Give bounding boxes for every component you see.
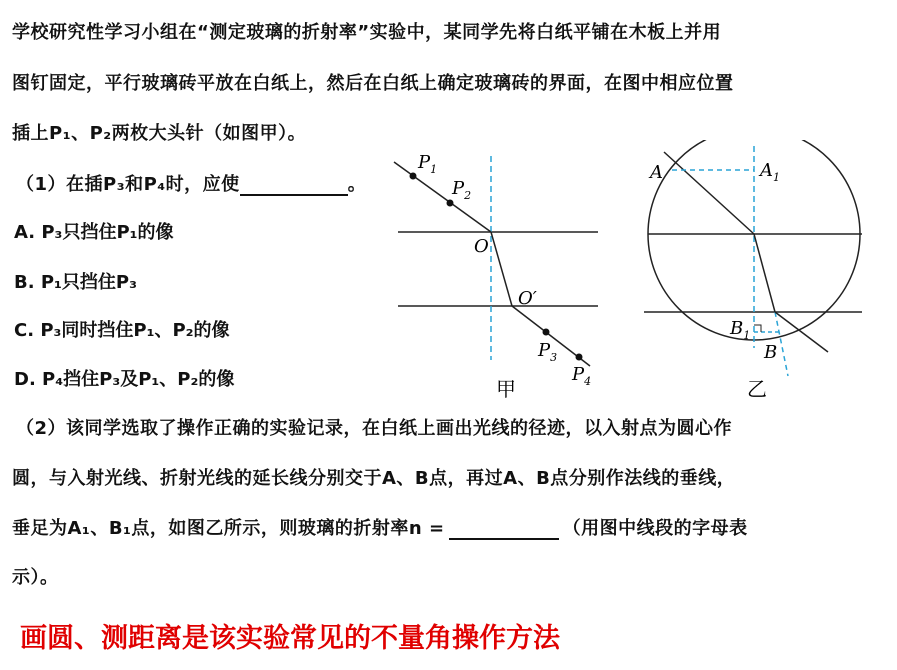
label-p1: $P_1$	[418, 152, 438, 176]
option-b: B. P₁只挡住P₃	[14, 272, 137, 293]
emergent-ray-yi	[775, 312, 828, 352]
refracted-ray-yi	[754, 234, 775, 312]
method-tip: 画圆、测距离是该实验常见的不量角操作方法	[20, 623, 560, 654]
q1-stem-end: 。	[347, 174, 367, 195]
label-a: A	[650, 162, 663, 183]
intro-line-2: 图钉固定，平行玻璃砖平放在白纸上，然后在白纸上确定玻璃砖的界面，在图中相应位置	[12, 73, 734, 94]
q2-line-3b: （用图中线段的字母表	[562, 518, 748, 539]
q2-answer-blank	[449, 520, 559, 540]
q2-line-1: （2）该同学选取了操作正确的实验记录，在白纸上画出光线的径迹，以入射点为圆心作	[16, 418, 733, 439]
label-a1: $A_1$	[760, 160, 780, 184]
intro-line-1: 学校研究性学习小组在“测定玻璃的折射率”实验中，某同学先将白纸平铺在木板上并用	[12, 22, 722, 43]
label-p3: $P_3$	[538, 340, 558, 364]
option-a: A. P₃只挡住P₁的像	[14, 222, 174, 243]
q2-line-2: 圆，与入射光线、折射光线的延长线分别交于A、B点，再过A、B点分别作法线的垂线，	[12, 468, 736, 489]
label-b1: $B_1$	[730, 318, 751, 342]
pin-p1	[410, 173, 417, 180]
incident-ray-yi	[664, 152, 754, 234]
right-angle-mark	[754, 325, 761, 332]
label-o-prime: O′	[518, 288, 537, 309]
figure-jia	[380, 148, 630, 400]
option-c: C. P₃同时挡住P₁、P₂的像	[14, 320, 230, 341]
q2-line-3a: 垂足为A₁、B₁点，如图乙所示，则玻璃的折射率n =	[12, 518, 445, 539]
refracted-ray	[491, 232, 512, 306]
pin-p3	[543, 329, 550, 336]
q1-stem-text: （1）在插P₃和P₄时，应使	[16, 174, 240, 195]
q1-stem	[16, 170, 366, 196]
q1-answer-blank	[240, 176, 348, 196]
q2-line-4: 示）。	[12, 567, 59, 588]
option-d: D. P₄挡住P₃及P₁、P₂的像	[14, 369, 235, 390]
caption-yi: 乙	[747, 377, 767, 401]
label-p4: $P_4$	[572, 364, 592, 388]
pin-p2	[447, 200, 454, 207]
pin-p4	[576, 354, 583, 361]
caption-jia: 甲	[496, 377, 516, 400]
label-o: O	[474, 236, 489, 257]
label-b: B	[764, 342, 778, 363]
intro-line-3: 插上P₁、P₂两枚大头针（如图甲）。	[12, 123, 307, 144]
figure-yi	[636, 140, 876, 402]
label-p2: $P_2$	[452, 178, 472, 202]
q2-line-3	[12, 514, 748, 540]
incident-ray	[394, 162, 491, 232]
